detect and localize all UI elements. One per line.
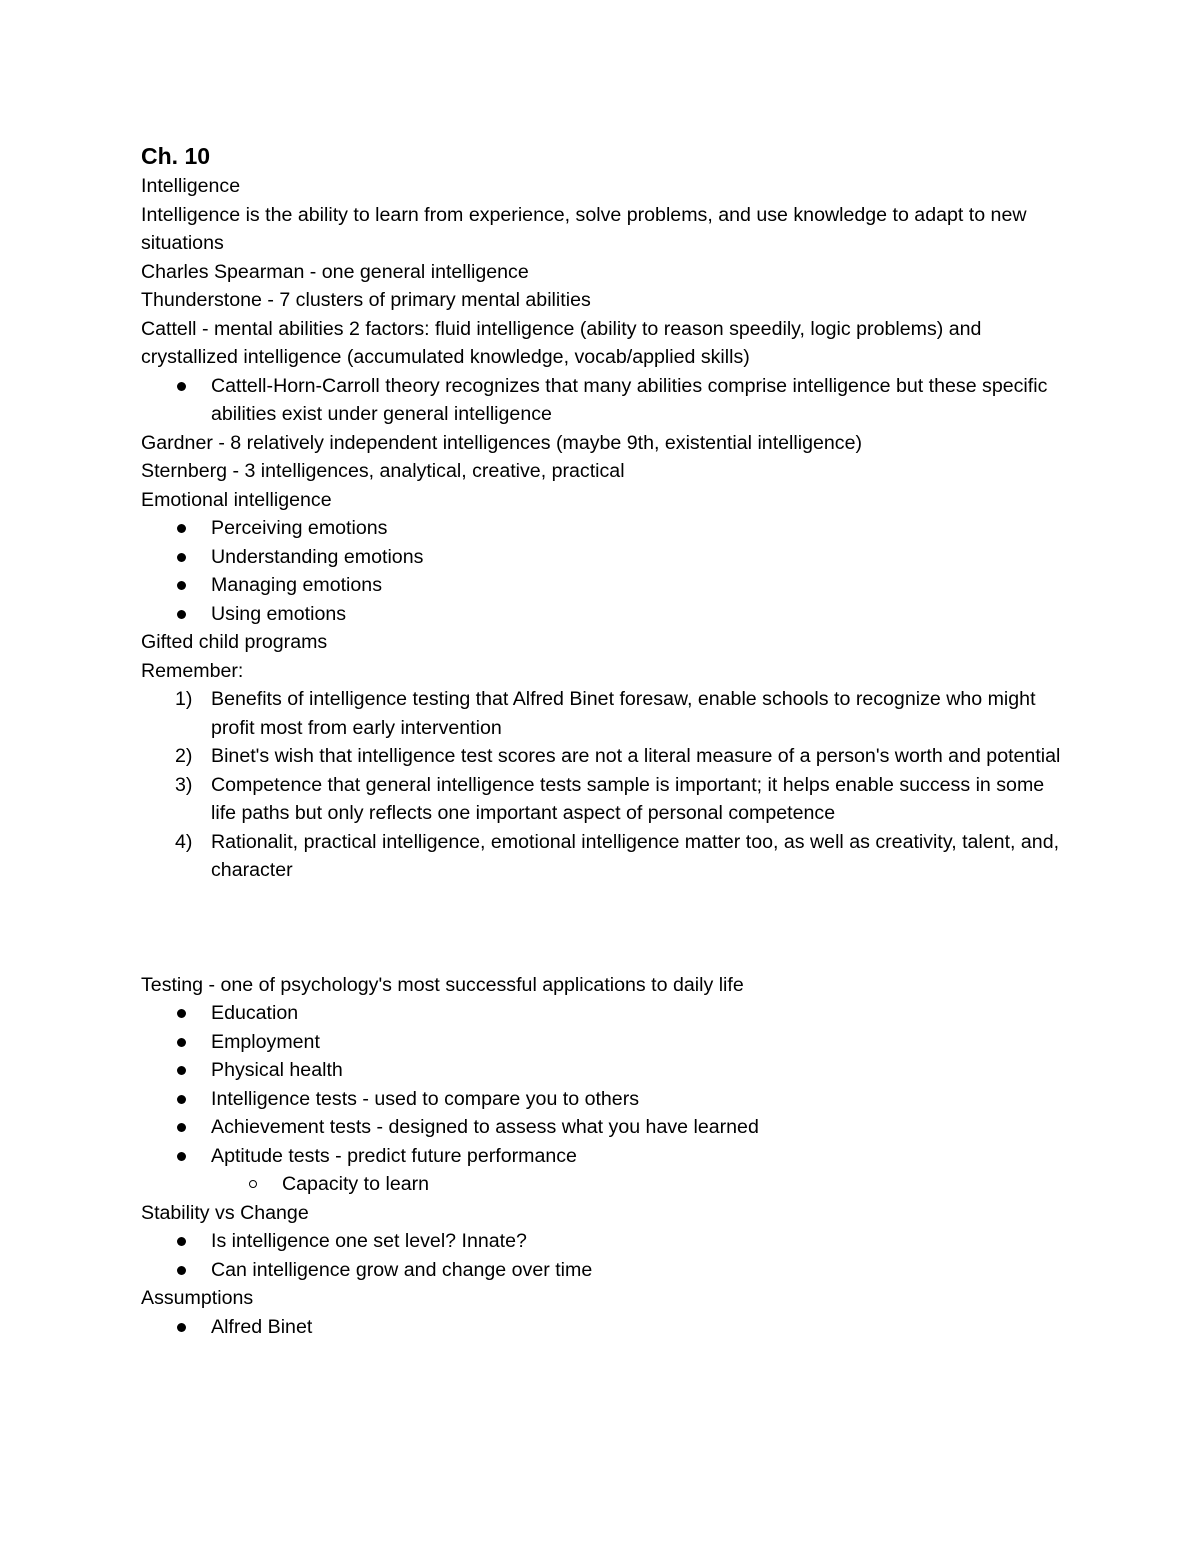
heading-intelligence: Intelligence <box>141 175 241 197</box>
item-number: 2) <box>175 745 193 767</box>
bullet-icon <box>177 553 186 562</box>
document-page <box>141 140 1061 1341</box>
heading-gifted: Gifted child programs <box>141 631 328 653</box>
bullet-icon <box>177 1009 186 1018</box>
list-item-text: Managing emotions <box>211 574 383 596</box>
sub-list-item <box>141 1170 1061 1199</box>
gardner-line: Gardner - 8 relatively independent intelligences (maybe 9th, existential intelligence) <box>141 431 863 454</box>
chapter-title: Ch. 10 <box>141 143 211 169</box>
item-number: 4) <box>175 830 193 853</box>
list-item-text: Aptitude tests - predict future performance <box>211 1144 577 1167</box>
numbered-item <box>141 828 1061 885</box>
list-item <box>141 514 1061 543</box>
list-item-text: Using emotions <box>211 602 347 625</box>
list-item <box>141 1113 1061 1142</box>
list-item <box>141 1227 1061 1256</box>
bullet-icon <box>177 610 186 619</box>
sternberg-line: Sternberg - 3 intelligences, analytical, creative, practical <box>141 460 625 482</box>
bullet-icon <box>177 1237 186 1246</box>
numbered-item-text: Benefits of intelligence testing that Alfred Binet foresaw, enable schools to recognize who might profit most from early intervention <box>211 688 1036 739</box>
numbered-item-text: Competence that general intelligence tests sample is important; it helps enable success in some life paths but only reflects one important aspect of personal competence <box>211 773 1045 824</box>
list-item <box>141 571 1061 600</box>
heading-remember: Remember: <box>141 659 244 682</box>
spacer <box>141 885 1061 971</box>
list-item-text: Perceiving emotions <box>211 517 388 539</box>
list-item <box>141 372 1061 429</box>
bullet-icon <box>177 1038 186 1047</box>
list-item <box>141 543 1061 572</box>
item-number: 1) <box>175 688 193 710</box>
list-item <box>141 1313 1061 1342</box>
bullet-icon <box>177 1323 186 1332</box>
numbered-item <box>141 685 1061 742</box>
numbered-item-text: Binet's wish that intelligence test scores are not a literal measure of a person's worth and potential <box>211 745 1061 767</box>
thunderstone-line: Thunderstone - 7 clusters of primary mental abilities <box>141 289 591 311</box>
list-item-text: Education <box>211 1002 299 1024</box>
cattell-line: Cattell - mental abilities 2 factors: fluid intelligence (ability to reason speedily, logic problems) and crystallized intelligence (accumulated knowledge, vocab/applied skills) <box>141 317 982 368</box>
list-item-text: Employment <box>211 1030 320 1053</box>
list-item-text: Is intelligence one set level? Innate? <box>211 1230 527 1252</box>
list-item-text: Alfred Binet <box>211 1315 313 1338</box>
heading-assumptions: Assumptions <box>141 1287 254 1309</box>
list-item <box>141 1142 1061 1171</box>
list-item-text: Achievement tests - designed to assess what you have learned <box>211 1116 759 1138</box>
list-item-text: Intelligence tests - used to compare you to others <box>211 1087 640 1110</box>
intelligence-definition: Intelligence is the ability to learn from experience, solve problems, and use knowledge to adapt to new situations <box>141 203 1027 254</box>
list-item-text: Understanding emotions <box>211 545 424 568</box>
list-item <box>141 1028 1061 1057</box>
bullet-icon <box>177 1266 186 1275</box>
testing-line: Testing - one of psychology's most successful applications to daily life <box>141 973 744 996</box>
numbered-item <box>141 742 1061 771</box>
chc-text: Cattell-Horn-Carroll theory recognizes that many abilities comprise intelligence but these specific abilities exist under general intelligence <box>211 374 1048 425</box>
list-item <box>141 999 1061 1028</box>
bullet-icon <box>177 382 186 391</box>
list-item-text: Physical health <box>211 1059 343 1081</box>
bullet-icon <box>177 524 186 533</box>
hollow-bullet-icon <box>249 1180 257 1188</box>
item-number: 3) <box>175 773 193 796</box>
bullet-icon <box>177 1066 186 1075</box>
heading-stability: Stability vs Change <box>141 1201 309 1224</box>
bullet-icon <box>177 581 186 590</box>
list-item <box>141 600 1061 629</box>
numbered-item <box>141 771 1061 828</box>
list-item <box>141 1256 1061 1285</box>
bullet-icon <box>177 1152 186 1161</box>
list-item-text: Can intelligence grow and change over time <box>211 1258 593 1281</box>
sub-list-item-text: Capacity to learn <box>282 1173 430 1195</box>
spearman-line: Charles Spearman - one general intelligence <box>141 260 529 283</box>
heading-emotional-intelligence: Emotional intelligence <box>141 488 332 511</box>
list-item <box>141 1056 1061 1085</box>
numbered-item-text: Rationalit, practical intelligence, emotional intelligence matter too, as well as creativity, talent, and, character <box>211 830 1060 881</box>
bullet-icon <box>177 1123 186 1132</box>
bullet-icon <box>177 1095 186 1104</box>
list-item <box>141 1085 1061 1114</box>
